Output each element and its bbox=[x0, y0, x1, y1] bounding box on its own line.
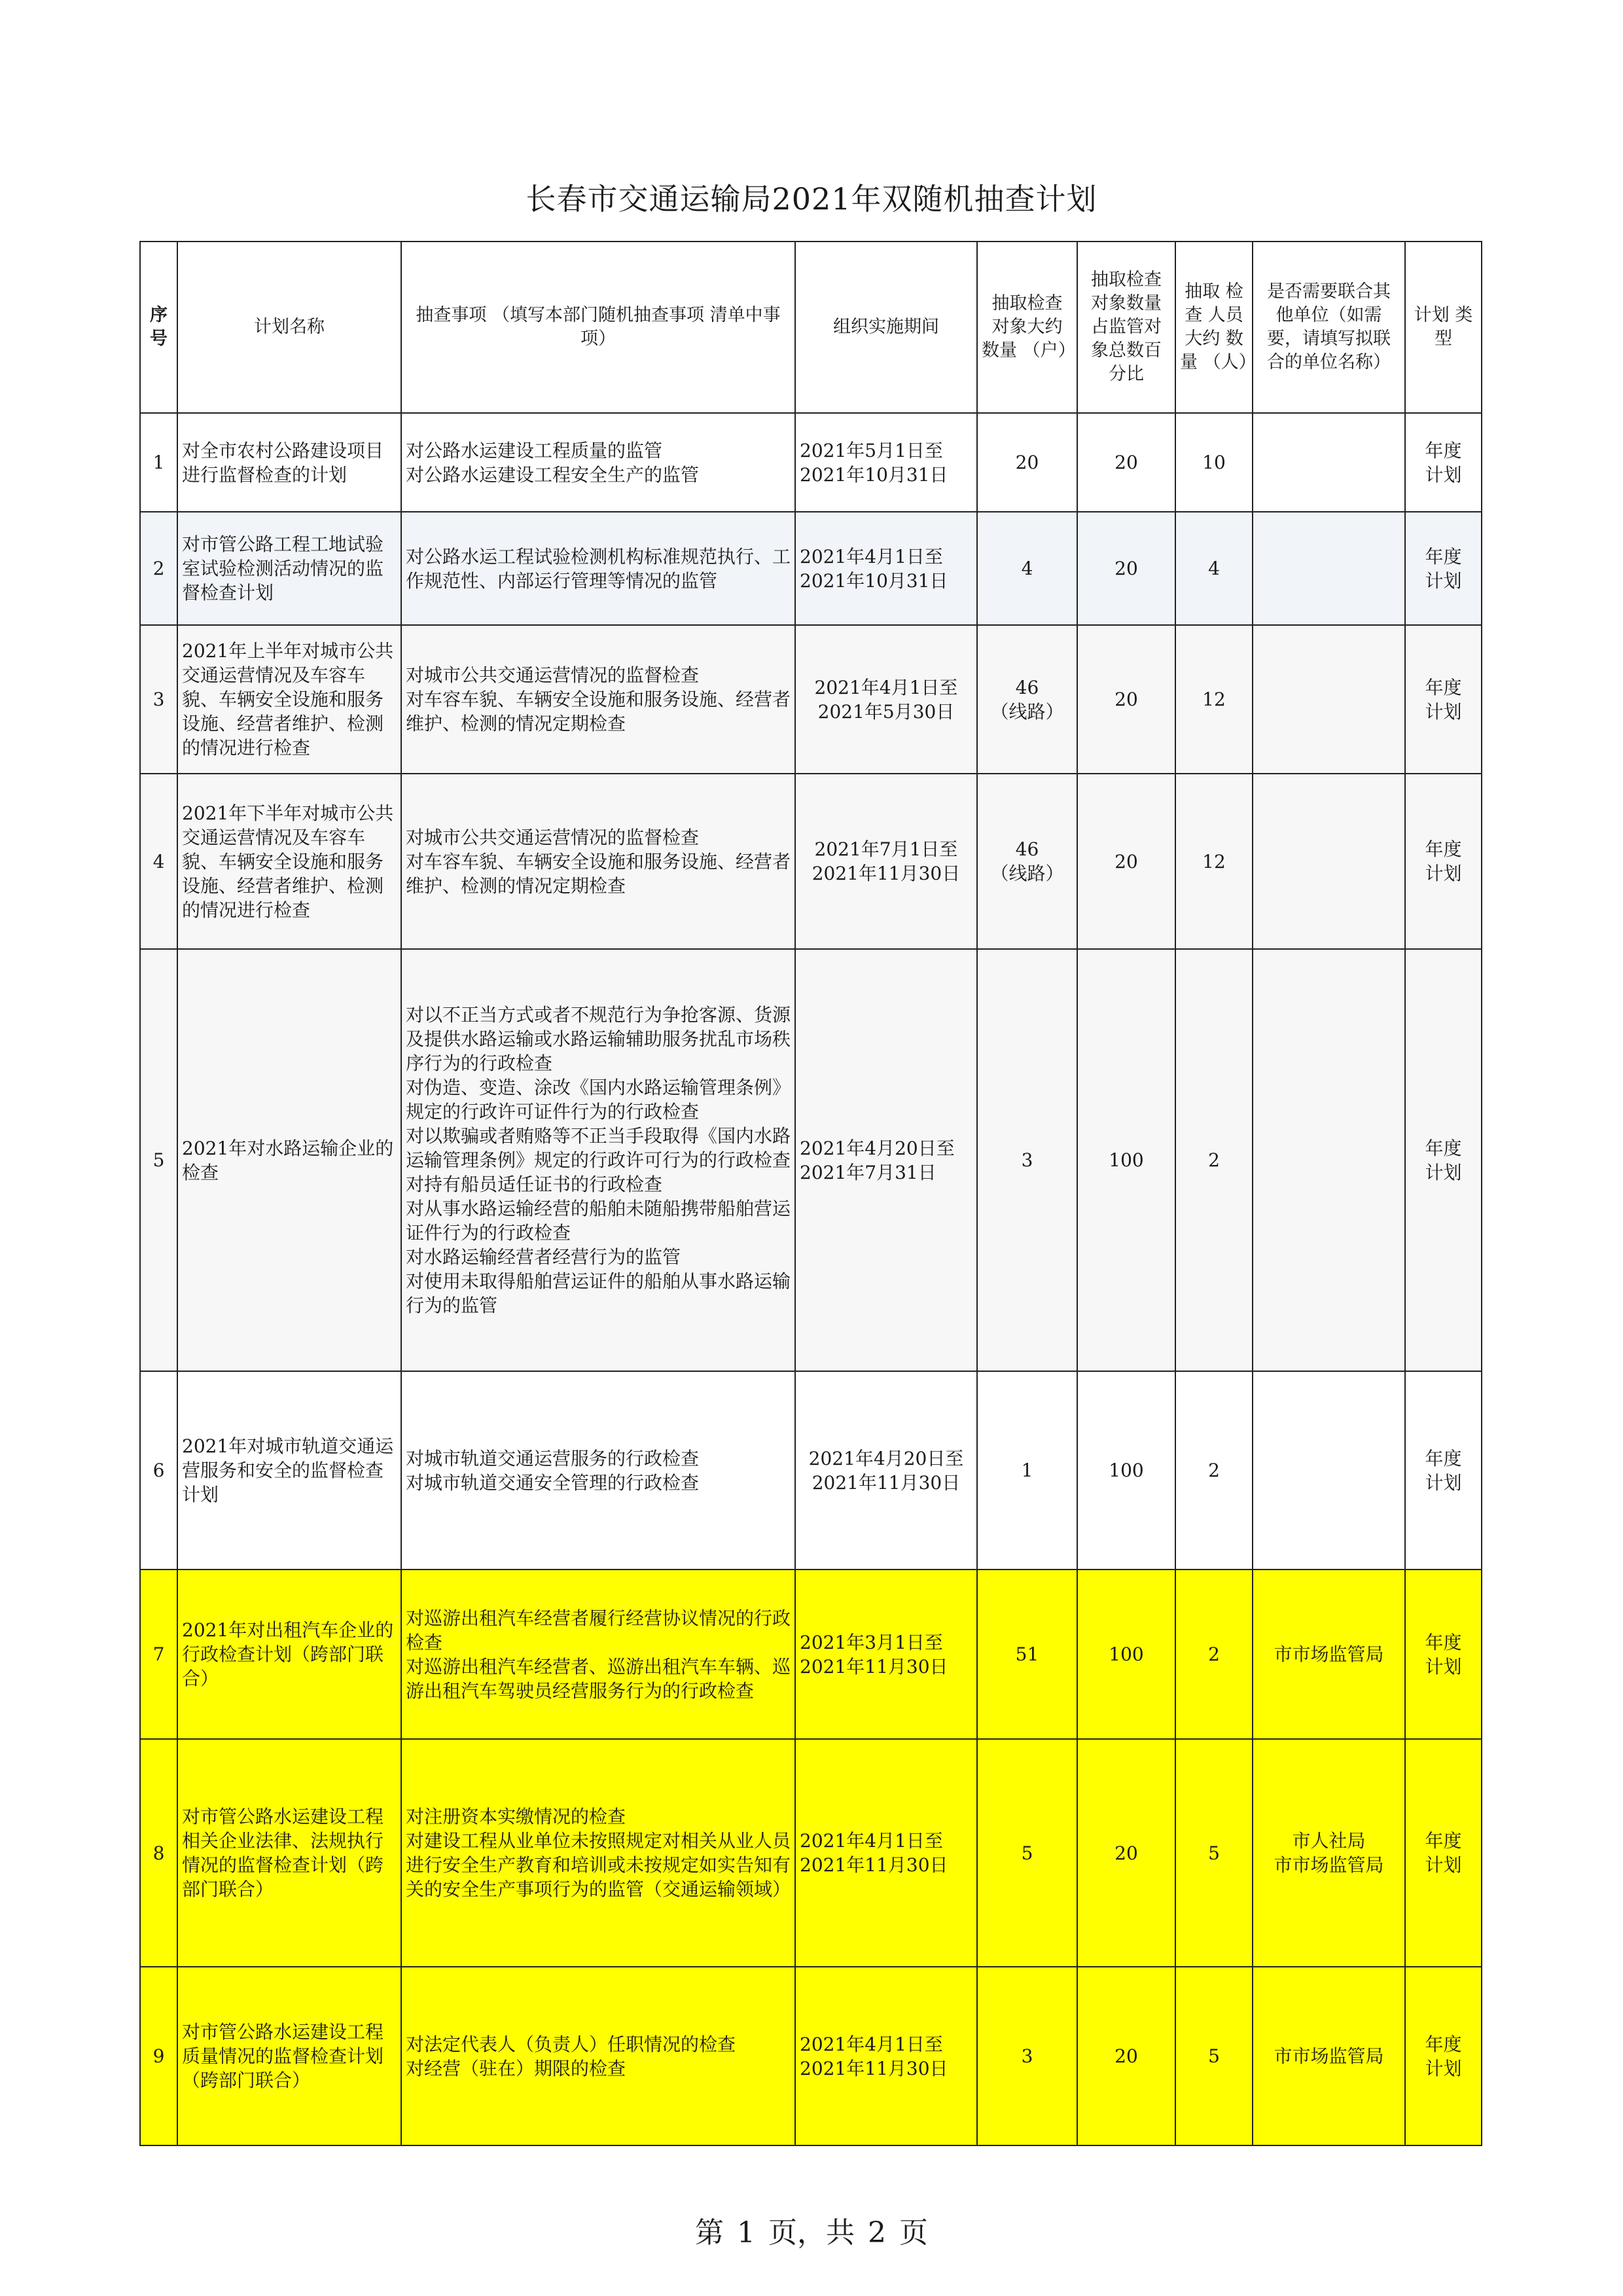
table-row bbox=[140, 774, 1482, 949]
cell-count: 3 bbox=[977, 949, 1077, 1371]
cell-items: 对法定代表人（负责人）任职情况的检查 对经营（驻在）期限的检查 bbox=[401, 1967, 795, 2145]
header-period: 组织实施期间 bbox=[795, 242, 977, 413]
cell-items: 对公路水运工程试验检测机构标准规范执行、工作规范性、内部运行管理等情况的监管 bbox=[401, 512, 795, 625]
cell-seq: 6 bbox=[140, 1371, 177, 1570]
cell-staff: 12 bbox=[1175, 774, 1253, 949]
cell-staff: 10 bbox=[1175, 413, 1253, 512]
cell-type: 年度 计划 bbox=[1405, 1371, 1482, 1570]
cell-plan-name: 对市管公路水运建设工程相关企业法律、法规执行情况的监督检查计划（跨部门联合） bbox=[177, 1739, 401, 1967]
header-row bbox=[140, 242, 1482, 413]
cell-seq: 1 bbox=[140, 413, 177, 512]
header-joint: 是否需要联合其 他单位（如需 要，请填写拟联 合的单位名称） bbox=[1253, 242, 1405, 413]
cell-joint bbox=[1253, 774, 1405, 949]
cell-joint: 市市场监管局 bbox=[1253, 1570, 1405, 1739]
cell-plan-name: 2021年对出租汽车企业的行政检查计划（跨部门联合） bbox=[177, 1570, 401, 1739]
cell-plan-name: 2021年对水路运输企业的检查 bbox=[177, 949, 401, 1371]
cell-percent: 100 bbox=[1077, 949, 1175, 1371]
cell-period: 2021年3月1日至 2021年11月30日 bbox=[795, 1570, 977, 1739]
cell-plan-name: 2021年上半年对城市公共交通运营情况及车容车貌、车辆安全设施和服务设施、经营者维护、检测的情况进行检查 bbox=[177, 625, 401, 774]
cell-count: 46 （线路） bbox=[977, 774, 1077, 949]
table-row bbox=[140, 1371, 1482, 1570]
header-plan-name: 计划名称 bbox=[177, 242, 401, 413]
cell-staff: 2 bbox=[1175, 1371, 1253, 1570]
cell-type: 年度 计划 bbox=[1405, 1570, 1482, 1739]
cell-type: 年度 计划 bbox=[1405, 774, 1482, 949]
cell-items: 对巡游出租汽车经营者履行经营协议情况的行政检查 对巡游出租汽车经营者、巡游出租汽车车辆、巡游出租汽车驾驶员经营服务行为的行政检查 bbox=[401, 1570, 795, 1739]
header-count: 抽取检查 对象大约 数量 （户） bbox=[977, 242, 1077, 413]
cell-count: 20 bbox=[977, 413, 1077, 512]
cell-type: 年度 计划 bbox=[1405, 625, 1482, 774]
cell-period: 2021年4月20日至 2021年11月30日 bbox=[795, 1371, 977, 1570]
cell-joint bbox=[1253, 949, 1405, 1371]
header-staff: 抽取 检查 人员 大约 数量 （人） bbox=[1175, 242, 1253, 413]
table-row bbox=[140, 1739, 1482, 1967]
plan-table bbox=[139, 241, 1482, 2146]
cell-joint bbox=[1253, 413, 1405, 512]
cell-type: 年度 计划 bbox=[1405, 1967, 1482, 2145]
cell-joint: 市市场监管局 bbox=[1253, 1967, 1405, 2145]
cell-percent: 20 bbox=[1077, 1739, 1175, 1967]
cell-type: 年度 计划 bbox=[1405, 512, 1482, 625]
cell-seq: 5 bbox=[140, 949, 177, 1371]
cell-staff: 2 bbox=[1175, 949, 1253, 1371]
cell-percent: 20 bbox=[1077, 1967, 1175, 2145]
cell-percent: 20 bbox=[1077, 413, 1175, 512]
table-row bbox=[140, 1967, 1482, 2145]
cell-joint bbox=[1253, 512, 1405, 625]
cell-seq: 7 bbox=[140, 1570, 177, 1739]
cell-period: 2021年5月1日至 2021年10月31日 bbox=[795, 413, 977, 512]
cell-plan-name: 对市管公路水运建设工程质量情况的监督检查计划（跨部门联合） bbox=[177, 1967, 401, 2145]
cell-period: 2021年4月20日至 2021年7月31日 bbox=[795, 949, 977, 1371]
cell-items: 对以不正当方式或者不规范行为争抢客源、货源及提供水路运输或水路运输辅助服务扰乱市场秩序行为的行政检查 对伪造、变造、涂改《国内水路运输管理条例》规定的行政许可证件行为的行政检查 对以欺骗或者贿赂等不正当手段取得《国内水路运输管理条例》规定的行政许可行为的行政检查 对持有船员适任证书的行政检查 对从事水路运输经营的船舶未随船携带船舶营运证件行为的行政检查 对水路运输经营者经营行为的监管 对使用未取得船舶营运证件的船舶从事水路运输行为的监管 bbox=[401, 949, 795, 1371]
cell-plan-name: 2021年下半年对城市公共交通运营情况及车容车貌、车辆安全设施和服务设施、经营者维护、检测的情况进行检查 bbox=[177, 774, 401, 949]
cell-period: 2021年4月1日至 2021年5月30日 bbox=[795, 625, 977, 774]
table-row bbox=[140, 512, 1482, 625]
cell-seq: 9 bbox=[140, 1967, 177, 2145]
cell-staff: 4 bbox=[1175, 512, 1253, 625]
header-percent: 抽取检查 对象数量 占监管对 象总数百 分比 bbox=[1077, 242, 1175, 413]
cell-count: 46 （线路） bbox=[977, 625, 1077, 774]
cell-count: 1 bbox=[977, 1371, 1077, 1570]
cell-plan-name: 对全市农村公路建设项目进行监督检查的计划 bbox=[177, 413, 401, 512]
cell-joint bbox=[1253, 1371, 1405, 1570]
table-row bbox=[140, 625, 1482, 774]
cell-staff: 2 bbox=[1175, 1570, 1253, 1739]
cell-items: 对注册资本实缴情况的检查 对建设工程从业单位未按照规定对相关从业人员进行安全生产教育和培训或未按规定如实告知有关的安全生产事项行为的监管（交通运输领域） bbox=[401, 1739, 795, 1967]
cell-period: 2021年4月1日至 2021年10月31日 bbox=[795, 512, 977, 625]
header-seq: 序号 bbox=[140, 242, 177, 413]
cell-seq: 2 bbox=[140, 512, 177, 625]
cell-items: 对城市公共交通运营情况的监督检查 对车容车貌、车辆安全设施和服务设施、经营者维护、检测的情况定期检查 bbox=[401, 774, 795, 949]
header-items: 抽查事项 （填写本部门随机抽查事项 清单中事项） bbox=[401, 242, 795, 413]
cell-type: 年度 计划 bbox=[1405, 1739, 1482, 1967]
cell-plan-name: 2021年对城市轨道交通运营服务和安全的监督检查计划 bbox=[177, 1371, 401, 1570]
header-type: 计划 类型 bbox=[1405, 242, 1482, 413]
cell-seq: 8 bbox=[140, 1739, 177, 1967]
cell-count: 4 bbox=[977, 512, 1077, 625]
cell-plan-name: 对市管公路工程工地试验室试验检测活动情况的监督检查计划 bbox=[177, 512, 401, 625]
table-row bbox=[140, 1570, 1482, 1739]
cell-period: 2021年4月1日至 2021年11月30日 bbox=[795, 1967, 977, 2145]
cell-count: 3 bbox=[977, 1967, 1077, 2145]
cell-percent: 20 bbox=[1077, 774, 1175, 949]
cell-period: 2021年7月1日至 2021年11月30日 bbox=[795, 774, 977, 949]
page-footer: 第 1 页，共 2 页 bbox=[695, 2216, 928, 2250]
cell-joint: 市人社局 市市场监管局 bbox=[1253, 1739, 1405, 1967]
cell-seq: 4 bbox=[140, 774, 177, 949]
page-title: 长春市交通运输局2021年双随机抽查计划 bbox=[526, 181, 1097, 217]
cell-percent: 20 bbox=[1077, 625, 1175, 774]
cell-items: 对公路水运建设工程质量的监管 对公路水运建设工程安全生产的监管 bbox=[401, 413, 795, 512]
cell-items: 对城市公共交通运营情况的监督检查 对车容车貌、车辆安全设施和服务设施、经营者维护、检测的情况定期检查 bbox=[401, 625, 795, 774]
cell-count: 5 bbox=[977, 1739, 1077, 1967]
cell-staff: 12 bbox=[1175, 625, 1253, 774]
cell-percent: 100 bbox=[1077, 1371, 1175, 1570]
cell-seq: 3 bbox=[140, 625, 177, 774]
table-row bbox=[140, 413, 1482, 512]
cell-percent: 20 bbox=[1077, 512, 1175, 625]
cell-percent: 100 bbox=[1077, 1570, 1175, 1739]
cell-items: 对城市轨道交通运营服务的行政检查 对城市轨道交通安全管理的行政检查 bbox=[401, 1371, 795, 1570]
table-row bbox=[140, 949, 1482, 1371]
cell-period: 2021年4月1日至 2021年11月30日 bbox=[795, 1739, 977, 1967]
cell-staff: 5 bbox=[1175, 1739, 1253, 1967]
cell-joint bbox=[1253, 625, 1405, 774]
cell-count: 51 bbox=[977, 1570, 1077, 1739]
cell-type: 年度 计划 bbox=[1405, 413, 1482, 512]
cell-staff: 5 bbox=[1175, 1967, 1253, 2145]
cell-type: 年度 计划 bbox=[1405, 949, 1482, 1371]
